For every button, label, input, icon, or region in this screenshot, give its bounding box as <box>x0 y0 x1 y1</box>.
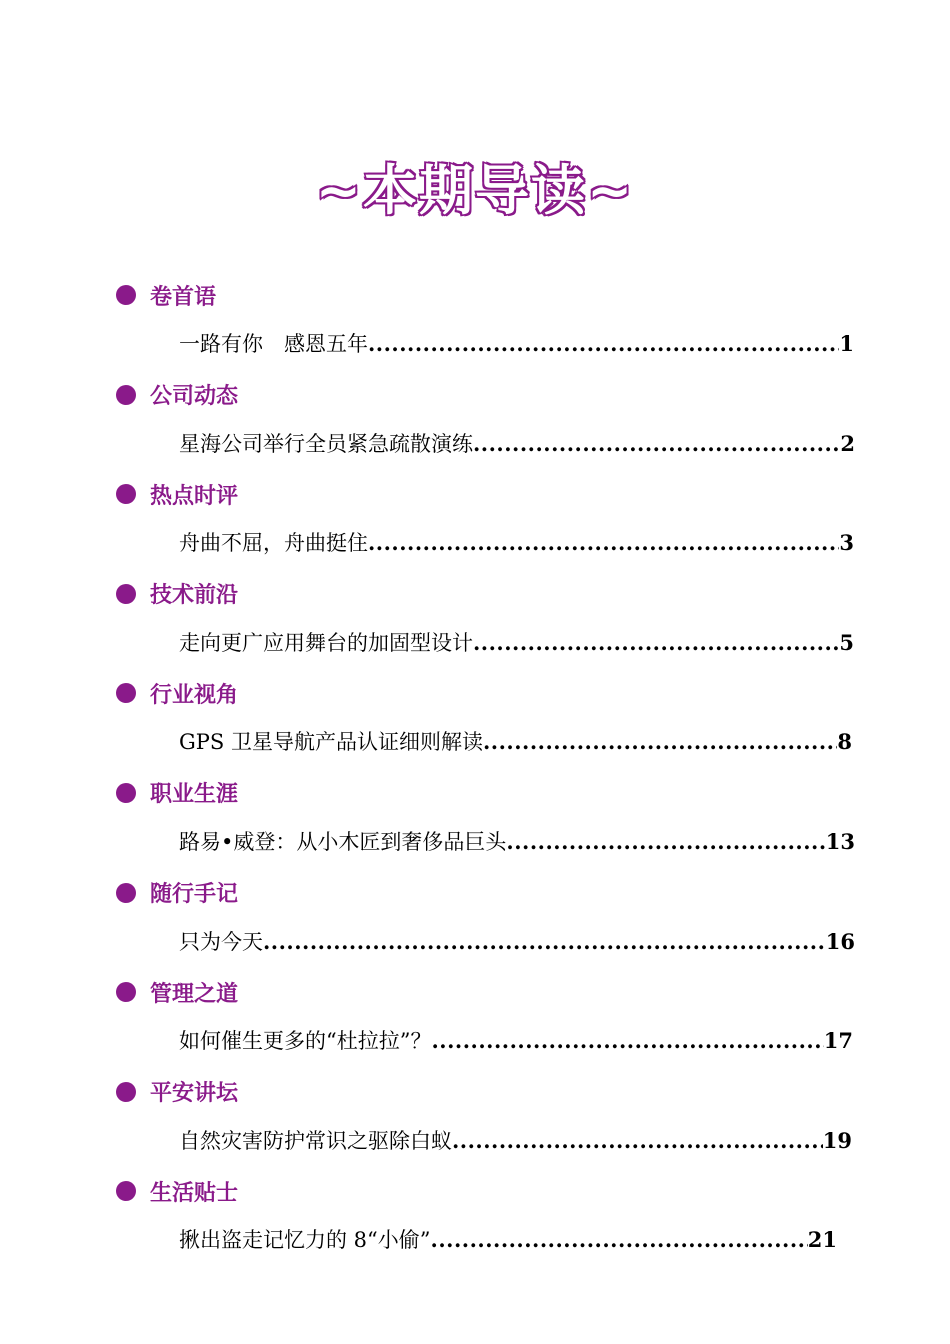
table-of-contents <box>0 278 950 1274</box>
dot-leader <box>368 331 839 356</box>
toc-section-management <box>0 975 950 1075</box>
section-title: 管理之道 <box>150 981 239 1007</box>
bullet-icon <box>116 982 136 1002</box>
section-title: 平安讲坛 <box>150 1081 239 1107</box>
dot-leader <box>368 530 839 555</box>
section-heading <box>116 776 238 810</box>
section-heading <box>116 477 238 511</box>
section-heading <box>116 676 238 710</box>
bullet-icon <box>116 1181 136 1201</box>
dot-leader <box>452 1128 823 1153</box>
section-heading <box>116 378 238 412</box>
entry-title: 走向更广应用舞台的加固型设计 <box>179 630 473 655</box>
toc-entry[interactable] <box>179 1125 852 1157</box>
page-number: 2 <box>840 430 855 456</box>
bullet-icon <box>116 484 136 504</box>
toc-section-career <box>0 776 950 876</box>
toc-entry[interactable] <box>179 428 855 460</box>
toc-entry[interactable] <box>179 926 855 958</box>
page-title: ~本期导读~ <box>315 159 635 222</box>
toc-entry[interactable] <box>179 1025 853 1057</box>
dot-leader <box>473 630 839 655</box>
page-number: 13 <box>825 828 855 854</box>
page-number: 16 <box>825 928 855 954</box>
bullet-icon <box>116 883 136 903</box>
bullet-icon <box>116 1082 136 1102</box>
section-title: 随行手记 <box>150 882 239 908</box>
dot-leader <box>263 929 826 954</box>
entry-title: 如何催生更多的“杜拉拉”？ <box>179 1029 432 1054</box>
dot-leader <box>473 431 840 456</box>
dot-leader <box>506 829 825 854</box>
toc-section-hot-commentary <box>0 477 950 577</box>
page-number: 8 <box>837 729 852 755</box>
page-number: 1 <box>839 331 854 356</box>
toc-entry[interactable] <box>179 328 854 360</box>
entry-title: 路易•威登：从小木匠到奢侈品巨头 <box>179 829 507 854</box>
section-heading <box>116 975 238 1009</box>
section-title: 生活贴士 <box>150 1180 239 1206</box>
section-heading <box>116 1075 238 1109</box>
entry-title: 一路有你 感恩五年 <box>179 332 368 356</box>
section-heading <box>116 1174 238 1208</box>
page-number: 17 <box>823 1028 853 1054</box>
toc-entry[interactable] <box>179 826 855 858</box>
toc-section-company-news <box>0 378 950 478</box>
page-number: 21 <box>807 1227 837 1253</box>
section-heading <box>116 876 238 910</box>
bullet-icon <box>116 683 136 703</box>
section-title: 卷首语 <box>150 284 217 310</box>
section-heading <box>116 577 238 611</box>
page-number: 5 <box>839 629 854 655</box>
bullet-icon <box>116 385 136 405</box>
entry-title: 揪出盗走记忆力的 8“小偷” <box>179 1228 431 1253</box>
dot-leader <box>431 1028 823 1053</box>
toc-section-industry-view <box>0 676 950 776</box>
bullet-icon <box>116 783 136 803</box>
entry-title: 舟曲不屈，舟曲挺住 <box>179 531 368 556</box>
dot-leader <box>431 1227 808 1252</box>
toc-section-life-tips <box>0 1174 950 1274</box>
section-heading <box>116 278 216 312</box>
entry-title: GPS 卫星导航产品认证细则解读 <box>179 730 483 755</box>
toc-section-travel-notes <box>0 876 950 976</box>
section-title: 行业视角 <box>150 682 239 708</box>
entry-title: 自然灾害防护常识之驱除白蚁 <box>179 1128 452 1153</box>
bullet-icon <box>116 584 136 604</box>
toc-entry[interactable] <box>179 527 854 559</box>
page-number: 19 <box>822 1127 852 1153</box>
toc-entry[interactable] <box>179 627 854 659</box>
bullet-icon <box>116 285 136 305</box>
section-title: 公司动态 <box>150 384 239 410</box>
toc-section-tech-frontier <box>0 577 950 677</box>
toc-entry[interactable] <box>179 726 852 758</box>
entry-title: 星海公司举行全员紧急疏散演练 <box>179 431 473 456</box>
page-number: 3 <box>839 530 854 556</box>
toc-section-preface <box>0 278 950 378</box>
section-title: 技术前沿 <box>150 583 239 609</box>
section-title: 热点时评 <box>150 483 239 509</box>
dot-leader <box>483 729 837 754</box>
section-title: 职业生涯 <box>150 782 239 808</box>
toc-section-safety-forum <box>0 1075 950 1175</box>
entry-title: 只为今天 <box>179 929 263 954</box>
toc-entry[interactable] <box>179 1224 837 1256</box>
